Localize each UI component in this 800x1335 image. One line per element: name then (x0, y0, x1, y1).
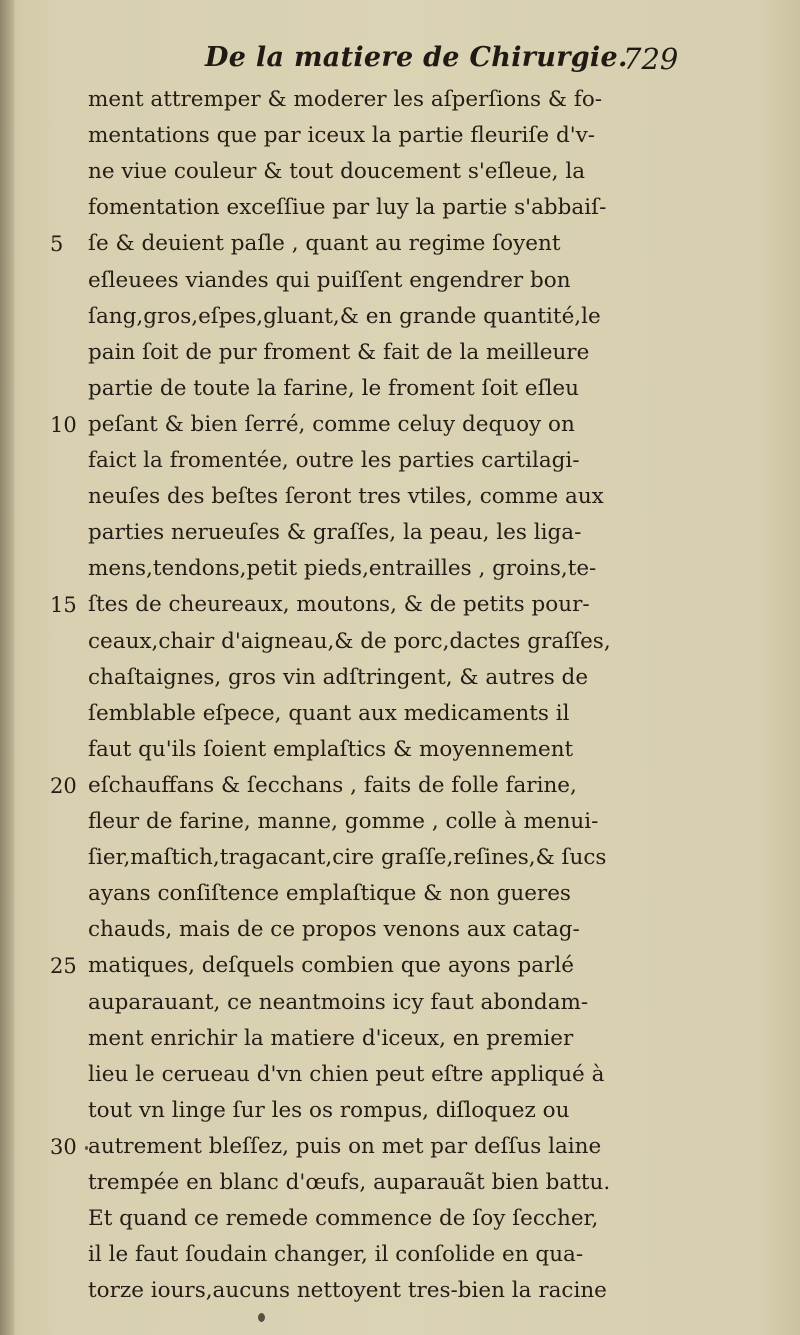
line-number: 5 (50, 232, 64, 257)
page-header (205, 42, 725, 86)
text-line: autrement bleſſez, puis on met par deſſus laine (88, 1133, 602, 1159)
text-line: ceaux,chair d'aigneau,& de porc,dactes graſſes, (88, 628, 611, 654)
text-line: faict la fromentée, outre les parties cartilagi- (88, 448, 580, 473)
text-line: chauds, mais de ce propos venons aux catag- (88, 917, 580, 943)
text-line: partie de toute la farine, le froment ſoit eſleu (88, 375, 580, 401)
text-line: faut qu'ils ſoient emplaſtics & moyennement (88, 736, 574, 762)
line-number: 15 (50, 593, 77, 618)
text-line: ne viue couleur & tout doucement s'eſleue, la (88, 159, 586, 185)
text-line: mens,tendons,petit pieds,entrailles , groins,te- (88, 556, 597, 582)
text-line: matiques, deſquels combien que ayons parlé (88, 953, 574, 979)
page-gutter (0, 0, 14, 1335)
text-line: tout vn linge ſur les os rompus, diſloquez ou (88, 1097, 570, 1123)
ink-speck (85, 1146, 88, 1150)
text-line: ſang,gros,eſpes,gluant,& en grande quantité,le (88, 303, 601, 329)
text-line: eſleuees viandes qui puiſſent engendrer bon (88, 267, 571, 293)
text-line: fleur de farine, manne, gomme , colle à menui- (88, 809, 599, 834)
running-head: De la matiere de Chirurgie. (205, 42, 628, 73)
text-line: trempée en blanc d'œufs, auparauãt bien battu. (88, 1170, 611, 1195)
text-line: ſier,maſtich,tragacant,cire graſſe,reſines,& ſucs (88, 845, 607, 871)
text-line: il le faut ſoudain changer, il conſolide en qua- (88, 1242, 584, 1268)
text-line: eſchauffans & ſecchans , faits de folle farine, (88, 772, 577, 798)
text-line: torze iours,aucuns nettoyent tres-bien la racine (88, 1278, 607, 1304)
page-number: 729 (623, 42, 679, 76)
text-line: parties nerueuſes & graſſes, la peau, les liga- (88, 520, 582, 546)
text-line: chaſtaignes, gros vin adſtringent, & autres de (88, 664, 589, 690)
line-number: 25 (50, 954, 77, 979)
text-line: auparauant, ce neantmoins icy faut abondam- (88, 989, 589, 1015)
text-line: fomentation exceſſiue par luy la partie s'abbaiſ- (88, 195, 607, 221)
text-line: Et quand ce remede commence de ſoy ſeccher, (88, 1206, 599, 1232)
text-line: ment attremper & moderer les aſperſions & fo- (88, 87, 603, 112)
text-line: ſe & deuient paſle , quant au regime ſoyent (88, 231, 561, 257)
text-line: ſemblable eſpece, quant aux medicaments il (88, 700, 570, 726)
line-number: 30 (50, 1134, 77, 1159)
text-line: pain ſoit de pur froment & fait de la meilleure (88, 339, 590, 365)
line-number: 10 (50, 412, 77, 437)
text-line: lieu le cerueau d'vn chien peut eſtre appliqué à (88, 1061, 605, 1087)
text-line: ment enrichir la matiere d'iceux, en premier (88, 1025, 574, 1051)
line-number: 20 (50, 773, 77, 798)
text-line: peſant & bien ſerré, comme celuy dequoy on (88, 411, 575, 437)
text-line: neuſes des beſtes ſeront tres vtiles, comme aux (88, 484, 604, 510)
text-line: ſtes de cheureaux, moutons, & de petits pour- (88, 592, 590, 618)
text-line: ayans conſiſtence emplaſtique & non gueres (88, 881, 571, 907)
ink-speck (258, 1313, 265, 1322)
text-line: mentations que par iceux la partie fleuriſe d'v- (88, 123, 596, 149)
